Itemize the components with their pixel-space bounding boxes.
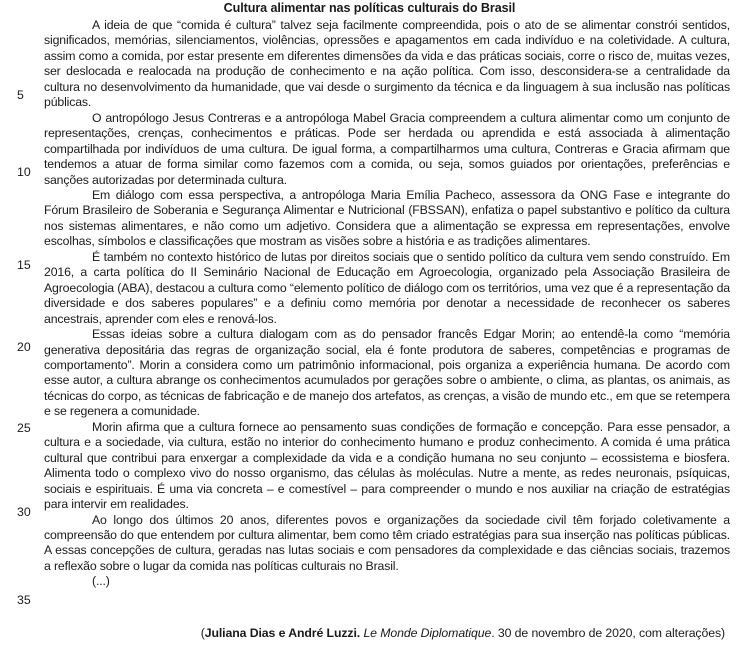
paragraph-1: A ideia de que “comida é cultura” talvez seja facilmente compreendida, pois o ato de se alimentar constrói sentidos, significados, memórias, silenciamentos, violências, opressões e apagamentos em cada indivíduo e na coletividade. A cultura, assim como a comida, por estar presente em diferentes dimensões da vida e das práticas sociais, corre o risco de, muitas vezes, ser deslocada e realocada na produção de conhecimento e na ação política. Com isso, desconsidera-se a centralidade da cultura no desenvolvimento da humanidade, que vai desde o surgimento da técnica e da linguagem à sua inclusão nas políticas públicas. bbox=[44, 18, 730, 110]
paragraph-2: O antropólogo Jesus Contreras e a antropóloga Mabel Gracia compreendem a cultura alimentar como um conjunto de representações, crenças, conhecimentos e práticas. Pode ser herdada ou aprendida e está associada à alimentação compartilhada por indivíduos de uma cultura. De igual forma, a compartilharmos uma cultura, Contreras e Gracia afirmam que tendemos a atuar de forma similar como fazemos com a comida, ou seja, somos guiados por orientações, preferências e sanções autorizadas por determinada cultura. bbox=[44, 110, 730, 187]
line-number: 5 bbox=[17, 88, 24, 102]
line-number: 10 bbox=[17, 165, 31, 179]
citation-authors: Juliana Dias e André Luzzi. bbox=[204, 626, 361, 640]
paragraph-7: Ao longo dos últimos 20 anos, diferentes povos e organizações da sociedade civil têm forjado coletivamente a compreensão do que entendem por cultura alimentar, bem como têm criado estratégias para sua inserção nas políticas públicas. A essas concepções de cultura, geradas nas lutas sociais e com pensadores da complexidade e das ciências sociais, trazemos a reflexão sobre o lugar da comida nas políticas culturais no Brasil. bbox=[44, 512, 730, 573]
document-title: Cultura alimentar nas políticas culturais do Brasil bbox=[223, 1, 516, 15]
line-number: 35 bbox=[17, 593, 31, 607]
line-number: 25 bbox=[17, 421, 31, 435]
article-body bbox=[44, 18, 730, 590]
line-number: 15 bbox=[17, 258, 31, 272]
line-number: 30 bbox=[17, 505, 31, 519]
line-number-gutter bbox=[0, 0, 30, 645]
citation-open: ( bbox=[200, 626, 205, 640]
citation-publication: Le Monde Diplomatique bbox=[363, 626, 492, 640]
ellipsis-marker: (...) bbox=[92, 574, 110, 589]
citation-rest: . 30 de novembro de 2020, com alterações) bbox=[491, 626, 725, 640]
paragraph-4: É também no contexto histórico de lutas por direitos sociais que o sentido político da cultura vem sendo construído. Em 2016, a carta política do II Seminário Nacional de Educação em Agroecologia, organizado pela Associação Brasileira de Agroecologia (ABA), destacou a cultura como “elemento político de diálogo com os territórios, uma vez que é a representação da diversidade e dos saberes populares” e a definiu como memória por denotar a necessidade de reconhecer os saberes ancestrais, aprender com eles e renová-los. bbox=[44, 249, 730, 326]
paragraph-6: Morin afirma que a cultura fornece ao pensamento suas condições de formação e concepção. Para esse pensador, a cultura e a sociedade, via cultura, estão no interior do conhecimento humano e produz conhecimento. A comida é uma prática cultural que contribui para enxergar a complexidade da vida e a condição humana no seu conjunto – ecossistema e biosfera. Alimenta todo o complexo vivo do nosso organismo, das células às moléculas. Nutre a mente, as redes neuronais, psíquicas, sociais e espirituais. É uma via concreta – e comestível – para compreender o mundo e nos auxiliar na criação de estratégias para intervir em realidades. bbox=[44, 419, 730, 512]
source-citation bbox=[201, 626, 725, 640]
line-number: 20 bbox=[17, 340, 31, 354]
paragraph-3: Em diálogo com essa perspectiva, a antropóloga Maria Emília Pacheco, assessora da ONG Fase e integrante do Fórum Brasileiro de Soberania e Segurança Alimentar e Nutricional (FBSSAN), enfatiza o papel substantivo e político da cultura nos sistemas alimentares, e não como um adjetivo. Considera que a alimentação se expressa em representações, envolve escolhas, símbolos e classificações que mostram as visões sobre a história e as tradições alimentares. bbox=[44, 187, 730, 249]
paragraph-5: Essas ideias sobre a cultura dialogam com as do pensador francês Edgar Morin; ao entendê-la como “memória generativa depositária das regras de organização social, ela é fonte produtora de saberes, competências e programas de comportamento”. Morin a considera como um patrimônio informacional, pois organiza a experiência humana. De acordo com esse autor, a cultura abrange os conhecimentos acumulados por gerações sobre o ambiente, o clima, as plantas, os animais, as técnicas do corpo, as técnicas de fabricação e de manejo dos artefatos, as crenças, a visão de mundo etc., em que se retempera e se regenera a comunidade. bbox=[44, 327, 730, 419]
